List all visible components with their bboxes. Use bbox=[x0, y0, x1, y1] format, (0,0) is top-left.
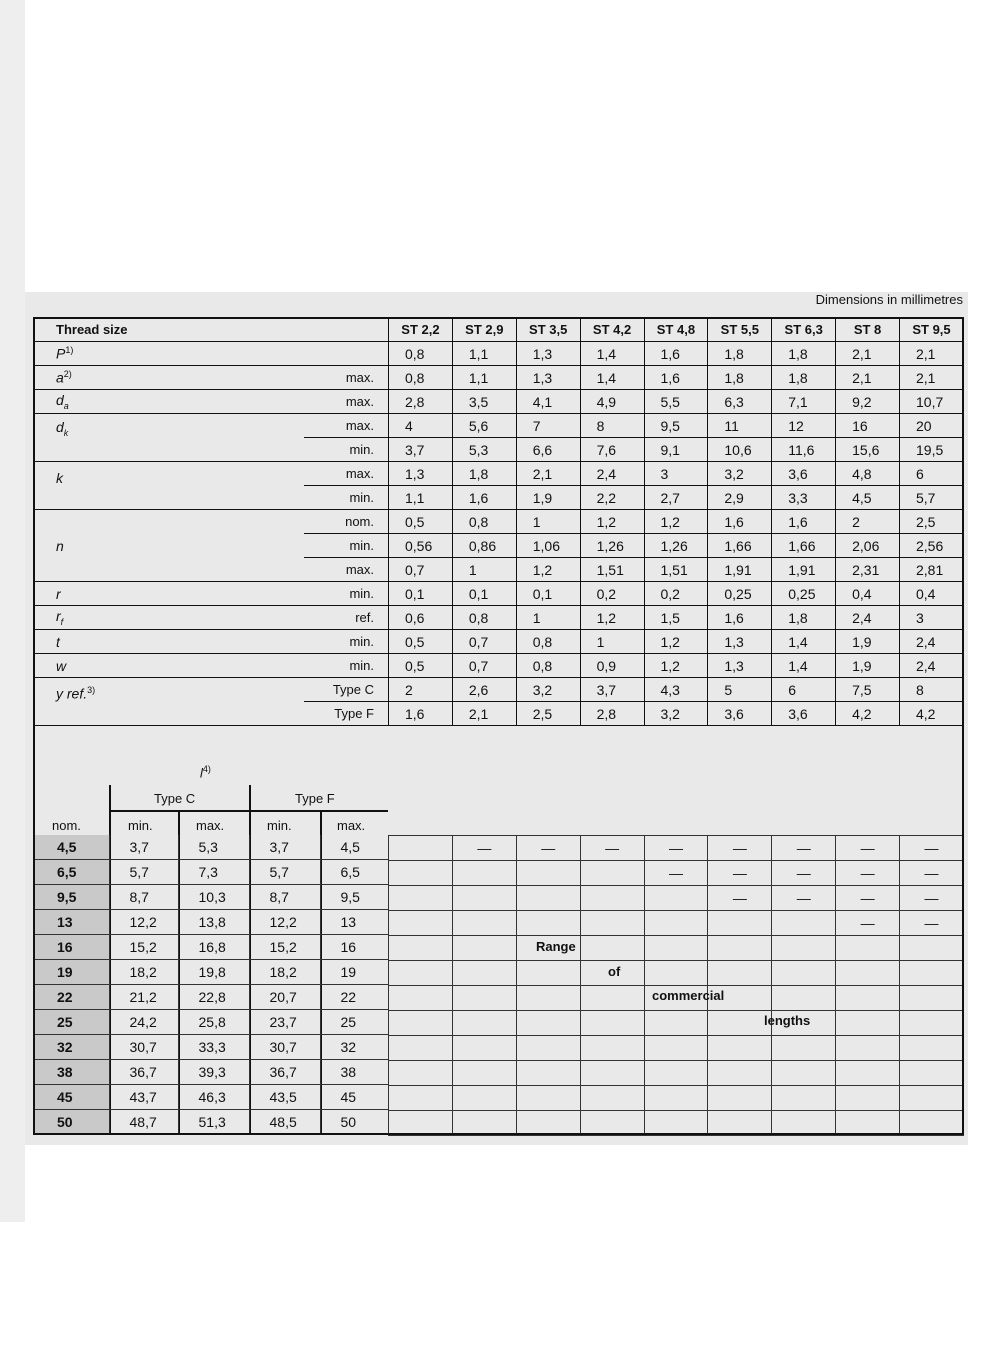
row-qualifier: nom. bbox=[304, 510, 389, 534]
dimension-value: 5,3 bbox=[452, 438, 516, 462]
length-value: 6,5 bbox=[320, 860, 388, 885]
dimension-value: 1,2 bbox=[644, 654, 708, 678]
dimension-value: 1,2 bbox=[644, 630, 708, 654]
dimension-value: 0,8 bbox=[389, 342, 453, 366]
dimension-value: 2 bbox=[836, 510, 900, 534]
length-nominal: 16 bbox=[33, 935, 109, 960]
dimension-value: 2,81 bbox=[900, 558, 964, 582]
dimension-value: 0,4 bbox=[900, 582, 964, 606]
dimension-value: 4,2 bbox=[836, 702, 900, 726]
dimension-value: 2,1 bbox=[900, 342, 964, 366]
dimension-value: 0,1 bbox=[389, 582, 453, 606]
length-value: 8,7 bbox=[109, 885, 178, 910]
grid-cell: — bbox=[900, 886, 964, 911]
dimension-value: 2,1 bbox=[452, 702, 516, 726]
dimension-value: 2,6 bbox=[452, 678, 516, 702]
dimension-value: 0,7 bbox=[452, 630, 516, 654]
row-qualifier: Type F bbox=[304, 702, 389, 726]
length-value: 13 bbox=[320, 910, 388, 935]
nom-heading: nom. bbox=[52, 818, 81, 833]
dimension-value: 6 bbox=[772, 678, 836, 702]
dimension-value: 2,1 bbox=[900, 366, 964, 390]
length-value: 16 bbox=[320, 935, 388, 960]
row-symbol: $P^{1)}$ bbox=[34, 342, 304, 366]
table-frame bbox=[33, 317, 964, 1135]
size-header: ST 3,5 bbox=[516, 318, 580, 342]
dimension-value: 8 bbox=[580, 414, 644, 438]
dimension-value: 2,5 bbox=[516, 702, 580, 726]
size-header: ST 2,9 bbox=[452, 318, 516, 342]
type-f-heading: Type F bbox=[295, 791, 335, 806]
dimension-value: 19,5 bbox=[900, 438, 964, 462]
dimension-value: 16 bbox=[836, 414, 900, 438]
dimension-value: 2,9 bbox=[708, 486, 772, 510]
dimension-value: 10,7 bbox=[900, 390, 964, 414]
length-value: 18,2 bbox=[249, 960, 320, 985]
dimension-value: 3,3 bbox=[772, 486, 836, 510]
dimension-value: 3,6 bbox=[772, 702, 836, 726]
length-nominal: 22 bbox=[33, 985, 109, 1010]
dimension-value: 3 bbox=[644, 462, 708, 486]
dimension-value: 1,2 bbox=[580, 510, 644, 534]
size-header: ST 4,2 bbox=[580, 318, 644, 342]
dimension-value: 1,6 bbox=[452, 486, 516, 510]
dimension-value: 2,2 bbox=[580, 486, 644, 510]
dimension-value: 11 bbox=[708, 414, 772, 438]
dimension-value: 3,6 bbox=[708, 702, 772, 726]
dimension-value: 1,1 bbox=[452, 342, 516, 366]
length-value: 38 bbox=[320, 1060, 388, 1085]
length-symbol: $l^{4)}$ bbox=[200, 764, 211, 781]
row-symbol: n bbox=[34, 534, 304, 558]
dimension-value: 1,9 bbox=[836, 630, 900, 654]
length-value: 22 bbox=[320, 985, 388, 1010]
row-symbol: t bbox=[34, 630, 304, 654]
length-value: 8,7 bbox=[249, 885, 320, 910]
row-symbol: k bbox=[34, 462, 304, 486]
dimension-value: 0,86 bbox=[452, 534, 516, 558]
length-nominal: 38 bbox=[33, 1060, 109, 1085]
grid-cell: — bbox=[708, 861, 772, 886]
dimension-value: 0,8 bbox=[452, 606, 516, 630]
length-value: 5,7 bbox=[249, 860, 320, 885]
dimension-value: 1,2 bbox=[644, 510, 708, 534]
row-qualifier: max. bbox=[304, 414, 389, 438]
dimension-value: 2,4 bbox=[580, 462, 644, 486]
dimension-value: 1,8 bbox=[708, 342, 772, 366]
dimension-value: 1,4 bbox=[580, 366, 644, 390]
dimension-value: 0,5 bbox=[389, 654, 453, 678]
grid-cell: — bbox=[516, 836, 580, 861]
length-value: 15,2 bbox=[109, 935, 178, 960]
dimension-value: 2,4 bbox=[836, 606, 900, 630]
length-value: 5,7 bbox=[109, 860, 178, 885]
dimension-value: 1,6 bbox=[772, 510, 836, 534]
length-value: 45 bbox=[320, 1085, 388, 1110]
dimension-value: 2,4 bbox=[900, 654, 964, 678]
length-value: 46,3 bbox=[178, 1085, 249, 1110]
length-value: 30,7 bbox=[249, 1035, 320, 1060]
grid-cell: — bbox=[580, 836, 644, 861]
row-qualifier: max. bbox=[304, 366, 389, 390]
dimension-value: 0,56 bbox=[389, 534, 453, 558]
range-word-2: of bbox=[608, 964, 621, 979]
dimension-value: 3,5 bbox=[452, 390, 516, 414]
dimension-value: 0,5 bbox=[389, 630, 453, 654]
dimension-value: 20 bbox=[900, 414, 964, 438]
f-max-heading: max. bbox=[337, 818, 366, 833]
length-nominal: 9,5 bbox=[33, 885, 109, 910]
dimension-value: 3,6 bbox=[772, 462, 836, 486]
dimension-value: 9,1 bbox=[644, 438, 708, 462]
dimension-value: 1,06 bbox=[516, 534, 580, 558]
size-header: ST 5,5 bbox=[708, 318, 772, 342]
dimension-value: 1,6 bbox=[644, 342, 708, 366]
dimension-value: 4,9 bbox=[580, 390, 644, 414]
row-symbol: r bbox=[34, 582, 304, 606]
range-word-1: Range bbox=[536, 939, 576, 954]
grid-cell: — bbox=[772, 886, 836, 911]
length-value: 48,5 bbox=[249, 1110, 320, 1135]
length-nominal: 32 bbox=[33, 1035, 109, 1060]
dimension-value: 0,2 bbox=[580, 582, 644, 606]
length-value: 20,7 bbox=[249, 985, 320, 1010]
dimension-value: 1,3 bbox=[389, 462, 453, 486]
length-nominal: 19 bbox=[33, 960, 109, 985]
length-value: 7,3 bbox=[178, 860, 249, 885]
row-qualifier: min. bbox=[304, 654, 389, 678]
dimension-value: 1,26 bbox=[644, 534, 708, 558]
dimension-value: 3 bbox=[900, 606, 964, 630]
dimension-value: 0,2 bbox=[644, 582, 708, 606]
dimension-value: 7,6 bbox=[580, 438, 644, 462]
grid-cell: — bbox=[708, 886, 772, 911]
length-value: 39,3 bbox=[178, 1060, 249, 1085]
dimension-value: 1,66 bbox=[772, 534, 836, 558]
dimension-value: 5,6 bbox=[452, 414, 516, 438]
grid-cell: — bbox=[772, 861, 836, 886]
grid-cell: — bbox=[836, 861, 900, 886]
dimension-value: 0,4 bbox=[836, 582, 900, 606]
dimension-value: 1,4 bbox=[580, 342, 644, 366]
row-qualifier: min. bbox=[304, 486, 389, 510]
c-max-heading: max. bbox=[196, 818, 225, 833]
dimension-value: 6 bbox=[900, 462, 964, 486]
length-nominal: 25 bbox=[33, 1010, 109, 1035]
grid-cell: — bbox=[900, 861, 964, 886]
dimension-value: 9,2 bbox=[836, 390, 900, 414]
length-value: 48,7 bbox=[109, 1110, 178, 1135]
length-value: 4,5 bbox=[320, 835, 388, 860]
length-nominal: 50 bbox=[33, 1110, 109, 1135]
c-min-heading: min. bbox=[128, 818, 153, 833]
length-value: 43,7 bbox=[109, 1085, 178, 1110]
length-value: 43,5 bbox=[249, 1085, 320, 1110]
row-qualifier: min. bbox=[304, 438, 389, 462]
dimension-value: 4 bbox=[389, 414, 453, 438]
length-value: 21,2 bbox=[109, 985, 178, 1010]
dimension-value: 0,1 bbox=[516, 582, 580, 606]
dimension-value: 4,8 bbox=[836, 462, 900, 486]
length-value: 33,3 bbox=[178, 1035, 249, 1060]
dimension-value: 0,8 bbox=[389, 366, 453, 390]
length-nominal: 4,5 bbox=[33, 835, 109, 860]
length-value: 30,7 bbox=[109, 1035, 178, 1060]
length-value: 9,5 bbox=[320, 885, 388, 910]
row-qualifier: max. bbox=[304, 558, 389, 582]
length-value: 22,8 bbox=[178, 985, 249, 1010]
row-qualifier: max. bbox=[304, 390, 389, 414]
dimension-value: 0,25 bbox=[708, 582, 772, 606]
dimension-value: 1,3 bbox=[516, 342, 580, 366]
dimension-value: 1,91 bbox=[772, 558, 836, 582]
dimension-value: 3,7 bbox=[580, 678, 644, 702]
dimension-value: 2,31 bbox=[836, 558, 900, 582]
length-nominal: 45 bbox=[33, 1085, 109, 1110]
row-symbol: $a^{2)}$ bbox=[34, 366, 304, 390]
dimension-value: 1,91 bbox=[708, 558, 772, 582]
dimension-value: 1,5 bbox=[644, 606, 708, 630]
dimension-value: 1,66 bbox=[708, 534, 772, 558]
dimension-value: 2,1 bbox=[836, 342, 900, 366]
dimension-value: 2,4 bbox=[900, 630, 964, 654]
f-min-heading: min. bbox=[267, 818, 292, 833]
dimension-value: 1,51 bbox=[580, 558, 644, 582]
length-value: 24,2 bbox=[109, 1010, 178, 1035]
dimension-value: 2 bbox=[389, 678, 453, 702]
dimension-value: 0,9 bbox=[580, 654, 644, 678]
row-symbol: w bbox=[34, 654, 304, 678]
row-symbol: $d_a$ bbox=[34, 390, 304, 414]
length-value: 50 bbox=[320, 1110, 388, 1135]
grid-cell: — bbox=[452, 836, 516, 861]
length-value: 13,8 bbox=[178, 910, 249, 935]
size-header: ST 9,5 bbox=[900, 318, 964, 342]
length-value: 3,7 bbox=[249, 835, 320, 860]
dimension-value: 1 bbox=[580, 630, 644, 654]
dimension-value: 1,9 bbox=[516, 486, 580, 510]
dimension-value: 1,9 bbox=[836, 654, 900, 678]
dimension-value: 2,5 bbox=[900, 510, 964, 534]
grid-cell: — bbox=[836, 886, 900, 911]
dimension-value: 1,3 bbox=[708, 630, 772, 654]
length-value: 5,3 bbox=[178, 835, 249, 860]
grid-cell: — bbox=[900, 836, 964, 861]
dimension-value: 2,8 bbox=[389, 390, 453, 414]
dimension-value: 4,1 bbox=[516, 390, 580, 414]
row-qualifier: min. bbox=[304, 582, 389, 606]
length-value: 23,7 bbox=[249, 1010, 320, 1035]
dimension-value: 5,5 bbox=[644, 390, 708, 414]
length-value: 19,8 bbox=[178, 960, 249, 985]
row-qualifier: min. bbox=[304, 630, 389, 654]
length-value: 36,7 bbox=[249, 1060, 320, 1085]
dimension-value: 7,1 bbox=[772, 390, 836, 414]
dimension-value: 1 bbox=[452, 558, 516, 582]
length-value: 25,8 bbox=[178, 1010, 249, 1035]
dimension-value: 1,6 bbox=[644, 366, 708, 390]
size-header: ST 6,3 bbox=[772, 318, 836, 342]
dimension-value: 0,25 bbox=[772, 582, 836, 606]
dimension-value: 10,6 bbox=[708, 438, 772, 462]
dimension-value: 0,8 bbox=[452, 510, 516, 534]
dimension-value: 1,6 bbox=[389, 702, 453, 726]
dimension-value: 9,5 bbox=[644, 414, 708, 438]
dimension-value: 2,7 bbox=[644, 486, 708, 510]
dimension-value: 1 bbox=[516, 510, 580, 534]
dimension-value: 0,1 bbox=[452, 582, 516, 606]
dimension-value: 1,8 bbox=[452, 462, 516, 486]
dimension-value: 3,2 bbox=[516, 678, 580, 702]
dimension-value: 0,5 bbox=[389, 510, 453, 534]
dimension-value: 1,4 bbox=[772, 654, 836, 678]
dimension-value: 7,5 bbox=[836, 678, 900, 702]
range-word-3: commercial bbox=[652, 988, 725, 1003]
row-symbol: y ref.$^{3)}$ bbox=[34, 678, 304, 702]
dimension-value: 6,3 bbox=[708, 390, 772, 414]
dimensions-note: Dimensions in millimetres bbox=[815, 292, 963, 307]
dimension-value: 11,6 bbox=[772, 438, 836, 462]
row-qualifier: ref. bbox=[304, 606, 389, 630]
length-value: 51,3 bbox=[178, 1110, 249, 1135]
dimension-value: 0,6 bbox=[389, 606, 453, 630]
length-value: 3,7 bbox=[109, 835, 178, 860]
size-header: ST 2,2 bbox=[389, 318, 453, 342]
row-symbol: $d_k$ bbox=[34, 414, 304, 438]
dimension-value: 1,51 bbox=[644, 558, 708, 582]
dimension-value: 1 bbox=[516, 606, 580, 630]
dimension-value: 2,06 bbox=[836, 534, 900, 558]
dimension-value: 1,8 bbox=[772, 366, 836, 390]
row-qualifier: min. bbox=[304, 534, 389, 558]
dimension-value: 1,8 bbox=[772, 342, 836, 366]
dimension-value: 3,2 bbox=[708, 462, 772, 486]
dimension-value: 3,2 bbox=[644, 702, 708, 726]
length-value: 10,3 bbox=[178, 885, 249, 910]
range-word-4: lengths bbox=[764, 1013, 811, 1028]
scan-margin bbox=[0, 0, 25, 1222]
dimension-value: 1,3 bbox=[708, 654, 772, 678]
dimension-value: 1,4 bbox=[772, 630, 836, 654]
grid-cell: — bbox=[836, 911, 900, 936]
dimension-value: 0,7 bbox=[452, 654, 516, 678]
dimension-value: 2,8 bbox=[580, 702, 644, 726]
dimension-value: 5 bbox=[708, 678, 772, 702]
dimension-value: 1,8 bbox=[772, 606, 836, 630]
dimension-value: 2,1 bbox=[516, 462, 580, 486]
length-value: 12,2 bbox=[109, 910, 178, 935]
dimension-value: 6,6 bbox=[516, 438, 580, 462]
length-value: 25 bbox=[320, 1010, 388, 1035]
dimension-value: 15,6 bbox=[836, 438, 900, 462]
dimension-value: 0,7 bbox=[389, 558, 453, 582]
grid-cell: — bbox=[644, 861, 708, 886]
dimension-value: 2,1 bbox=[836, 366, 900, 390]
dimension-value: 1,2 bbox=[516, 558, 580, 582]
length-nominal: 13 bbox=[33, 910, 109, 935]
type-c-heading: Type C bbox=[154, 791, 196, 806]
grid-cell: — bbox=[644, 836, 708, 861]
row-qualifier: Type C bbox=[304, 678, 389, 702]
dimension-value: 1,1 bbox=[389, 486, 453, 510]
dimension-value: 1,26 bbox=[580, 534, 644, 558]
size-header: ST 4,8 bbox=[644, 318, 708, 342]
dimension-value: 4,2 bbox=[900, 702, 964, 726]
dimension-value: 5,7 bbox=[900, 486, 964, 510]
row-symbol: $r_f$ bbox=[34, 606, 304, 630]
dimension-value: 0,8 bbox=[516, 630, 580, 654]
dimension-value: 1,8 bbox=[708, 366, 772, 390]
length-value: 19 bbox=[320, 960, 388, 985]
length-value: 32 bbox=[320, 1035, 388, 1060]
dimension-value: 4,5 bbox=[836, 486, 900, 510]
dimension-value: 1,6 bbox=[708, 510, 772, 534]
grid-cell: — bbox=[836, 836, 900, 861]
thread-size-label: Thread size bbox=[34, 318, 389, 342]
row-qualifier: max. bbox=[304, 462, 389, 486]
dimension-value: 0,8 bbox=[516, 654, 580, 678]
grid-cell: — bbox=[772, 836, 836, 861]
length-value: 18,2 bbox=[109, 960, 178, 985]
grid-cell: — bbox=[708, 836, 772, 861]
dimension-value: 1,6 bbox=[708, 606, 772, 630]
dimension-value: 8 bbox=[900, 678, 964, 702]
size-header: ST 8 bbox=[836, 318, 900, 342]
dimension-value: 1,2 bbox=[580, 606, 644, 630]
length-value: 12,2 bbox=[249, 910, 320, 935]
length-value: 15,2 bbox=[249, 935, 320, 960]
dimension-value: 3,7 bbox=[389, 438, 453, 462]
length-value: 36,7 bbox=[109, 1060, 178, 1085]
dimension-value: 2,56 bbox=[900, 534, 964, 558]
grid-cell: — bbox=[900, 911, 964, 936]
dimension-value: 1,3 bbox=[516, 366, 580, 390]
length-value: 16,8 bbox=[178, 935, 249, 960]
dimension-value: 4,3 bbox=[644, 678, 708, 702]
dimension-value: 12 bbox=[772, 414, 836, 438]
dimension-value: 1,1 bbox=[452, 366, 516, 390]
length-nominal: 6,5 bbox=[33, 860, 109, 885]
dimension-value: 7 bbox=[516, 414, 580, 438]
